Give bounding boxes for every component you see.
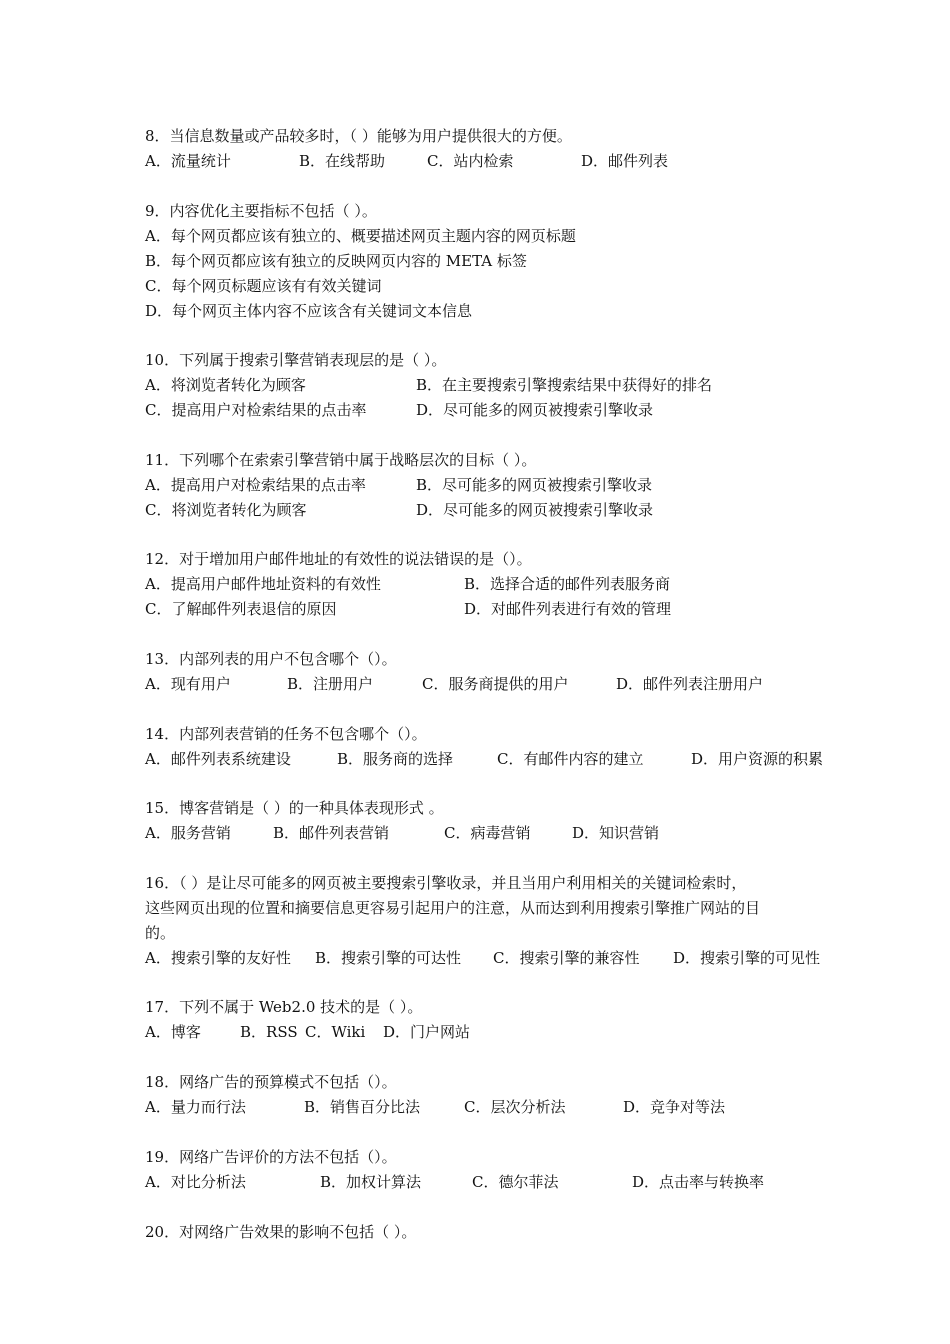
option-c: C．将浏览者转化为顾客	[145, 501, 307, 519]
option-a: A．每个网页都应该有独立的、概要描述网页主题内容的网页标题	[145, 227, 576, 245]
question-12	[145, 547, 845, 622]
option-a: A．提高用户对检索结果的点击率	[145, 476, 366, 494]
options-row	[145, 821, 845, 846]
option-b: B．加权计算法	[320, 1173, 422, 1191]
option-d: D．邮件列表	[581, 152, 669, 170]
option-d: D．尽可能多的网页被搜索引擎收录	[416, 501, 654, 519]
question-stem: 10．下列属于搜索引擎营销表现层的是（ ）。	[145, 351, 447, 369]
option-a: A．博客	[145, 1023, 201, 1041]
question-16	[145, 871, 845, 971]
options-row	[145, 473, 845, 498]
option-c: C．每个网页标题应该有有效关键词	[145, 277, 382, 295]
options-row	[145, 398, 845, 423]
option-d: D．对邮件列表进行有效的管理	[464, 600, 672, 618]
options-row	[145, 572, 845, 597]
option-a: A．量力而行法	[145, 1098, 246, 1116]
option-d: D．搜索引擎的可见性	[673, 949, 821, 967]
option-a: A．流量统计	[145, 152, 231, 170]
question-13	[145, 647, 845, 697]
option-b: B．在主要搜索引擎搜索结果中获得好的排名	[416, 376, 713, 394]
option-a: A．现有用户	[145, 675, 231, 693]
option-c: C．提高用户对检索结果的点击率	[145, 401, 367, 419]
option-c: C．了解邮件列表退信的原因	[145, 600, 337, 618]
question-stem: 11．下列哪个在索索引擎营销中属于战略层次的目标（ ）。	[145, 451, 537, 469]
option-b: B．搜索引擎的可达性	[315, 949, 462, 967]
option-a: A．对比分析法	[145, 1173, 246, 1191]
options-row	[145, 597, 845, 622]
option-d: D．尽可能多的网页被搜索引擎收录	[416, 401, 654, 419]
option-b: B．在线帮助	[299, 152, 386, 170]
option-c: C．层次分析法	[464, 1098, 566, 1116]
option-c: C．病毒营销	[444, 824, 531, 842]
options-row	[145, 1020, 845, 1045]
option-a: A．搜索引擎的友好性	[145, 949, 291, 967]
option-d: D．竞争对等法	[623, 1098, 726, 1116]
option-d: D．门户网站	[383, 1023, 471, 1041]
option-b: B．销售百分比法	[304, 1098, 421, 1116]
option-c: C．站内检索	[427, 152, 514, 170]
options-row	[145, 747, 845, 772]
option-c: C．Wiki	[305, 1023, 366, 1041]
question-9	[145, 199, 845, 324]
options-row	[145, 149, 845, 174]
option-b: B．选择合适的邮件列表服务商	[464, 575, 671, 593]
question-8	[145, 124, 845, 174]
question-stem: 8．当信息数量或产品较多时，（ ）能够为用户提供很大的方便。	[145, 127, 572, 145]
question-17	[145, 995, 845, 1045]
option-d: D．每个网页主体内容不应该含有关键词文本信息	[145, 302, 473, 320]
option-d: D．用户资源的积累	[691, 750, 824, 768]
question-stem-line: 的。	[145, 924, 176, 942]
question-15	[145, 796, 845, 846]
question-11	[145, 448, 845, 523]
question-stem: 17．下列不属于 Web2.0 技术的是（ ）。	[145, 998, 423, 1016]
question-18	[145, 1070, 845, 1120]
option-a: A．邮件列表系统建设	[145, 750, 291, 768]
question-stem: 20．对网络广告效果的影响不包括（ ）。	[145, 1223, 417, 1241]
question-stem: 9．内容优化主要指标不包括（ ）。	[145, 202, 377, 220]
option-b: B．RSS	[240, 1023, 298, 1041]
option-d: D．知识营销	[572, 824, 660, 842]
option-b: B．邮件列表营销	[273, 824, 390, 842]
option-b: B．服务商的选择	[337, 750, 454, 768]
option-c: C．德尔菲法	[472, 1173, 559, 1191]
question-stem: 15．博客营销是（ ）的一种具体表现形式 。	[145, 799, 444, 817]
question-stem: 18．网络广告的预算模式不包括（）。	[145, 1073, 397, 1091]
option-c: C．有邮件内容的建立	[497, 750, 644, 768]
option-b: B．尽可能多的网页被搜索引擎收录	[416, 476, 653, 494]
question-stem: 12．对于增加用户邮件地址的有效性的说法错误的是（）。	[145, 550, 532, 568]
option-c: C．服务商提供的用户	[422, 675, 569, 693]
question-stem: 14．内部列表营销的任务不包含哪个（）。	[145, 725, 427, 743]
options-row	[145, 946, 845, 971]
question-stem: 19．网络广告评价的方法不包括（）。	[145, 1148, 397, 1166]
option-b: B．每个网页都应该有独立的反映网页内容的 META 标签	[145, 252, 527, 270]
option-a: A．提高用户邮件地址资料的有效性	[145, 575, 381, 593]
options-row	[145, 1095, 845, 1120]
option-d: D．邮件列表注册用户	[616, 675, 764, 693]
question-stem-line: 这些网页出现的位置和摘要信息更容易引起用户的注意，从而达到利用搜索引擎推广网站的目	[145, 899, 761, 917]
question-stem-line: 16．（ ）是让尽可能多的网页被主要搜索引擎收录，并且当用户利用相关的关键词检索时，	[145, 874, 747, 892]
option-d: D．点击率与转换率	[632, 1173, 765, 1191]
options-row	[145, 373, 845, 398]
option-a: A．将浏览者转化为顾客	[145, 376, 306, 394]
question-10	[145, 348, 845, 423]
options-row	[145, 1170, 845, 1195]
question-stem: 13．内部列表的用户不包含哪个（）。	[145, 650, 397, 668]
question-19	[145, 1145, 845, 1195]
option-b: B．注册用户	[287, 675, 374, 693]
question-14	[145, 722, 845, 772]
option-a: A．服务营销	[145, 824, 231, 842]
options-row	[145, 672, 845, 697]
option-c: C．搜索引擎的兼容性	[493, 949, 640, 967]
options-row	[145, 498, 845, 523]
question-20	[145, 1220, 845, 1245]
